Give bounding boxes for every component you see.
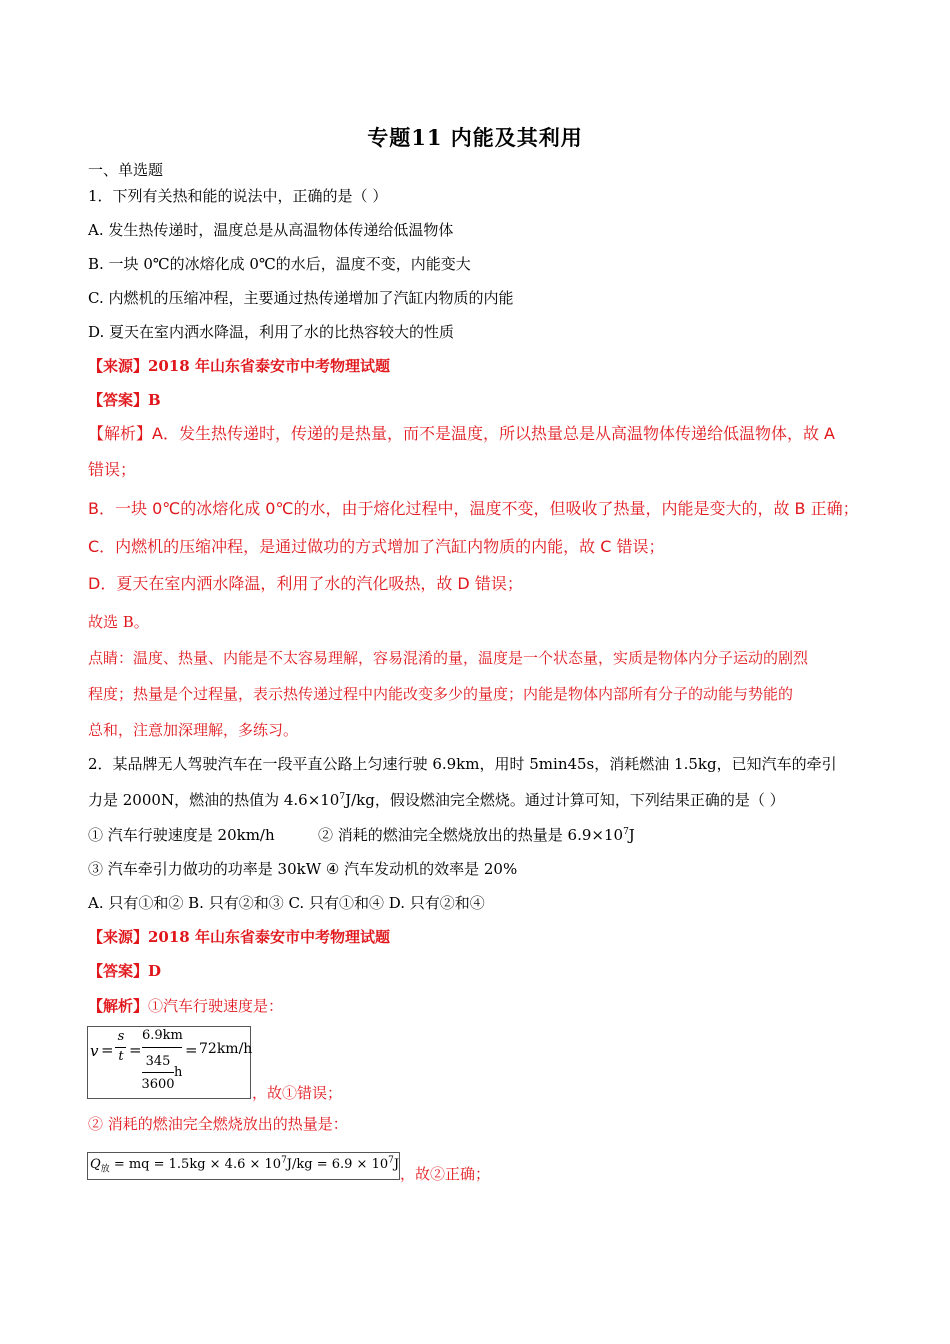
formula-eq3: = [185,1041,198,1059]
q2-choices: A. 只有①和② B. 只有②和③ C. 只有①和④ D. 只有②和④ [88,894,485,912]
formula-num: 6.9km [142,1028,183,1043]
q1-comment-line-3: 总和，注意加深理解，多练习。 [88,721,299,739]
q1-comment-line-1: 点睛：温度、热量、内能是不太容易理解，容易混淆的量，温度是一个状态量，实质是物体内分子运动的剧烈 [88,649,809,667]
formula2-text-c: J [393,1157,400,1172]
q2-item-3-4: ③ 汽车牵引力做功的功率是 30kW ④ 汽车发动机的效率是 20% [88,860,518,878]
q1-option-c: C. 内燃机的压缩冲程，主要通过热传递增加了汽缸内物质的内能 [88,289,514,307]
q1-stem: 1．下列有关热和能的说法中，正确的是（ ） [88,187,388,205]
formula2-text-a: = mq = 1.5kg × 4.6 × 10 [109,1157,282,1172]
q1-answer: 【答案】B [88,391,161,409]
heat-formula: $Q_放$ = mq = $1.5kg \times 4.6 \times 10^7J/kg = 6.9 \times 10^7J$ [87,1152,400,1180]
section-heading: 一、单选题 [88,161,164,179]
q1-analysis-line-5: D．夏天在室内洒水降温，利用了水的汽化吸热，故 D 错误； [88,574,523,593]
formula-q: Q [90,1157,101,1172]
q1-conclusion: 故选 B。 [88,613,149,631]
q2-analysis-intro: 【解析】①汽车行驶速度是： [88,997,284,1015]
q1-source: 【来源】2018 年山东省泰安市中考物理试题 [88,357,390,375]
q2-answer: 【答案】D [88,962,162,980]
q2-formula1-note: ，故①错误； [252,1084,343,1102]
formula-t: t [118,1049,124,1064]
formula-result: 72km/h [199,1041,253,1057]
q1-option-d: D. 夏天在室内洒水降温，利用了水的比热容较大的性质 [88,323,455,341]
formula-den-den: 3600 [141,1077,175,1092]
page-title: 专题11 内能及其利用 [367,125,583,150]
q2-source: 【来源】2018 年山东省泰安市中考物理试题 [88,928,390,946]
formula-den-num: 345 [145,1054,171,1069]
q1-analysis-line-4: C．内燃机的压缩冲程，是通过做功的方式增加了汽缸内物质的内能，故 C 错误； [88,537,665,556]
q2-second-head: ② 消耗的燃油完全燃烧放出的热量是： [88,1115,348,1133]
formula-s: s [117,1029,125,1044]
q1-comment-line-2: 程度；热量是个过程量，表示热传递过程中内能改变多少的量度；内能是物体内部所有分子的动能与势能的 [88,685,794,703]
formula-den-unit: h [174,1065,183,1080]
q1-option-b: B. 一块 0℃的冰熔化成 0℃的水后，温度不变，内能变大 [88,255,471,273]
q2-formula2-note: ，故②正确； [400,1165,491,1183]
formula-eq1: = [101,1041,114,1059]
q2-stem-line-1: 2．某品牌无人驾驶汽车在一段平直公路上匀速行驶 6.9km，用时 5min45s，消耗燃油 1.5kg，已知汽车的牵引 [88,755,837,773]
velocity-formula [87,1026,251,1099]
q1-option-a: A. 发生热传递时，温度总是从高温物体传递给低温物体 [88,221,454,239]
formula2-text-b: J/kg = 6.9 × 10 [286,1157,389,1172]
q2-item-1: ① 汽车行驶速度是 20km/h [88,826,275,844]
q1-analysis-line-3: B．一块 0℃的冰熔化成 0℃的水，由于熔化过程中，温度不变，但吸收了热量，内能是变大的，故 B 正确； [88,499,859,518]
formula-eq2: = [129,1041,142,1059]
q1-analysis-line-1: 【解析】A．发生热传递时，传递的是热量，而不是温度，所以热量总是从高温物体传递给低温物体，故 A [88,424,835,443]
formula-v: v [90,1042,99,1060]
formula-q-sub: 放 [100,1164,110,1175]
q1-analysis-line-2: 错误； [88,460,137,479]
q2-item-2: ② 消耗的燃油完全燃烧放出的热量是 $6.9\times 10^7J$ [318,826,635,844]
q2-stem-line-2: 力是 2000N，燃油的热值为 $4.6\times 10^7J/kg$，假设燃油完全燃烧。通过计算可知，下列结果正确的是（ ） [88,791,785,809]
